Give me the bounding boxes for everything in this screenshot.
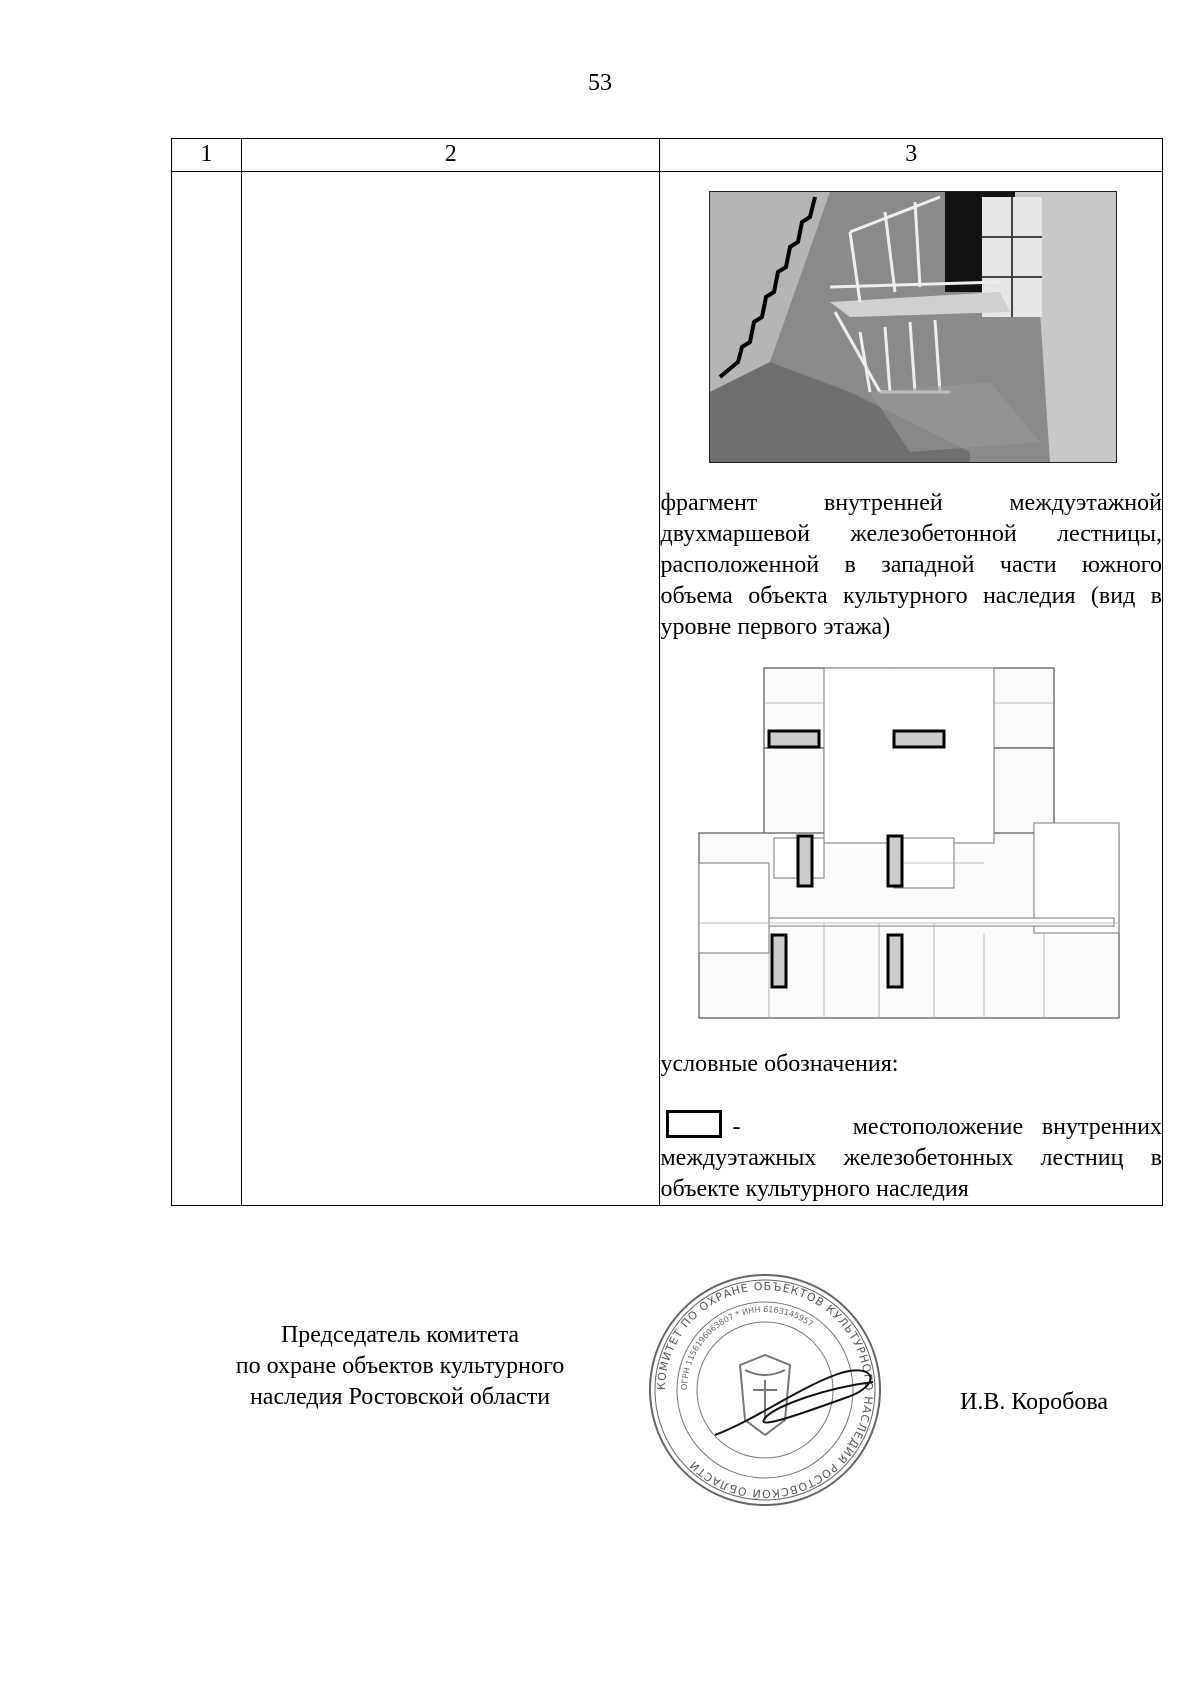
signatory-name: И.В. Коробова [960,1389,1109,1415]
signatory-title-line-2: по охране объектов культурного [235,1353,565,1379]
column-header-2: 2 [242,139,660,172]
signatory-title [185,1320,615,1413]
legend-item [660,1110,1162,1205]
floor-plan [694,663,1120,1023]
staircase-photo [709,191,1117,463]
handwritten-signature [715,1370,873,1435]
legend-text: местоположение внутренних междуэтажных железобетонных лестниц в объекте культурного наследия [660,1114,1162,1202]
stamp-outer-text: КОМИТЕТ ПО ОХРАНЕ ОБЪЕКТОВ КУЛЬТУРНОГО НАСЛЕДИЯ РОСТОВСКОЙ ОБЛАСТИ [654,1279,876,1501]
svg-text:ОГРН 1156196063807 * ИНН 61631 [680,1305,815,1390]
legend-dash: - [732,1114,741,1140]
column-header-1: 1 [172,139,242,172]
document-table [171,138,1163,1206]
table-header-row [172,139,1163,172]
column-header-3: 3 [660,139,1163,172]
cell-col1 [172,172,242,1206]
legend-title: условные обозначения: [660,1051,899,1077]
signatory-title-line-3: наследия Ростовской области [249,1384,551,1410]
official-seal-stamp [645,1270,885,1510]
cell-col3 [660,172,1163,1206]
table-row [172,172,1163,1206]
cell-col2 [242,172,660,1206]
page-number: 53 [588,70,612,96]
legend-rectangle-icon [666,1110,722,1138]
signatory-title-line-1: Председатель комитета [280,1322,520,1348]
photo-caption: фрагмент внутренней междуэтажной двухмаршевой железобетонной лестницы, расположенной в западной части южного объема объекта культурного наследия (вид в уровне первого этажа) [660,490,1162,640]
stamp-inner-text: ОГРН 1156196063807 * ИНН 6163145957 [679,1304,815,1391]
